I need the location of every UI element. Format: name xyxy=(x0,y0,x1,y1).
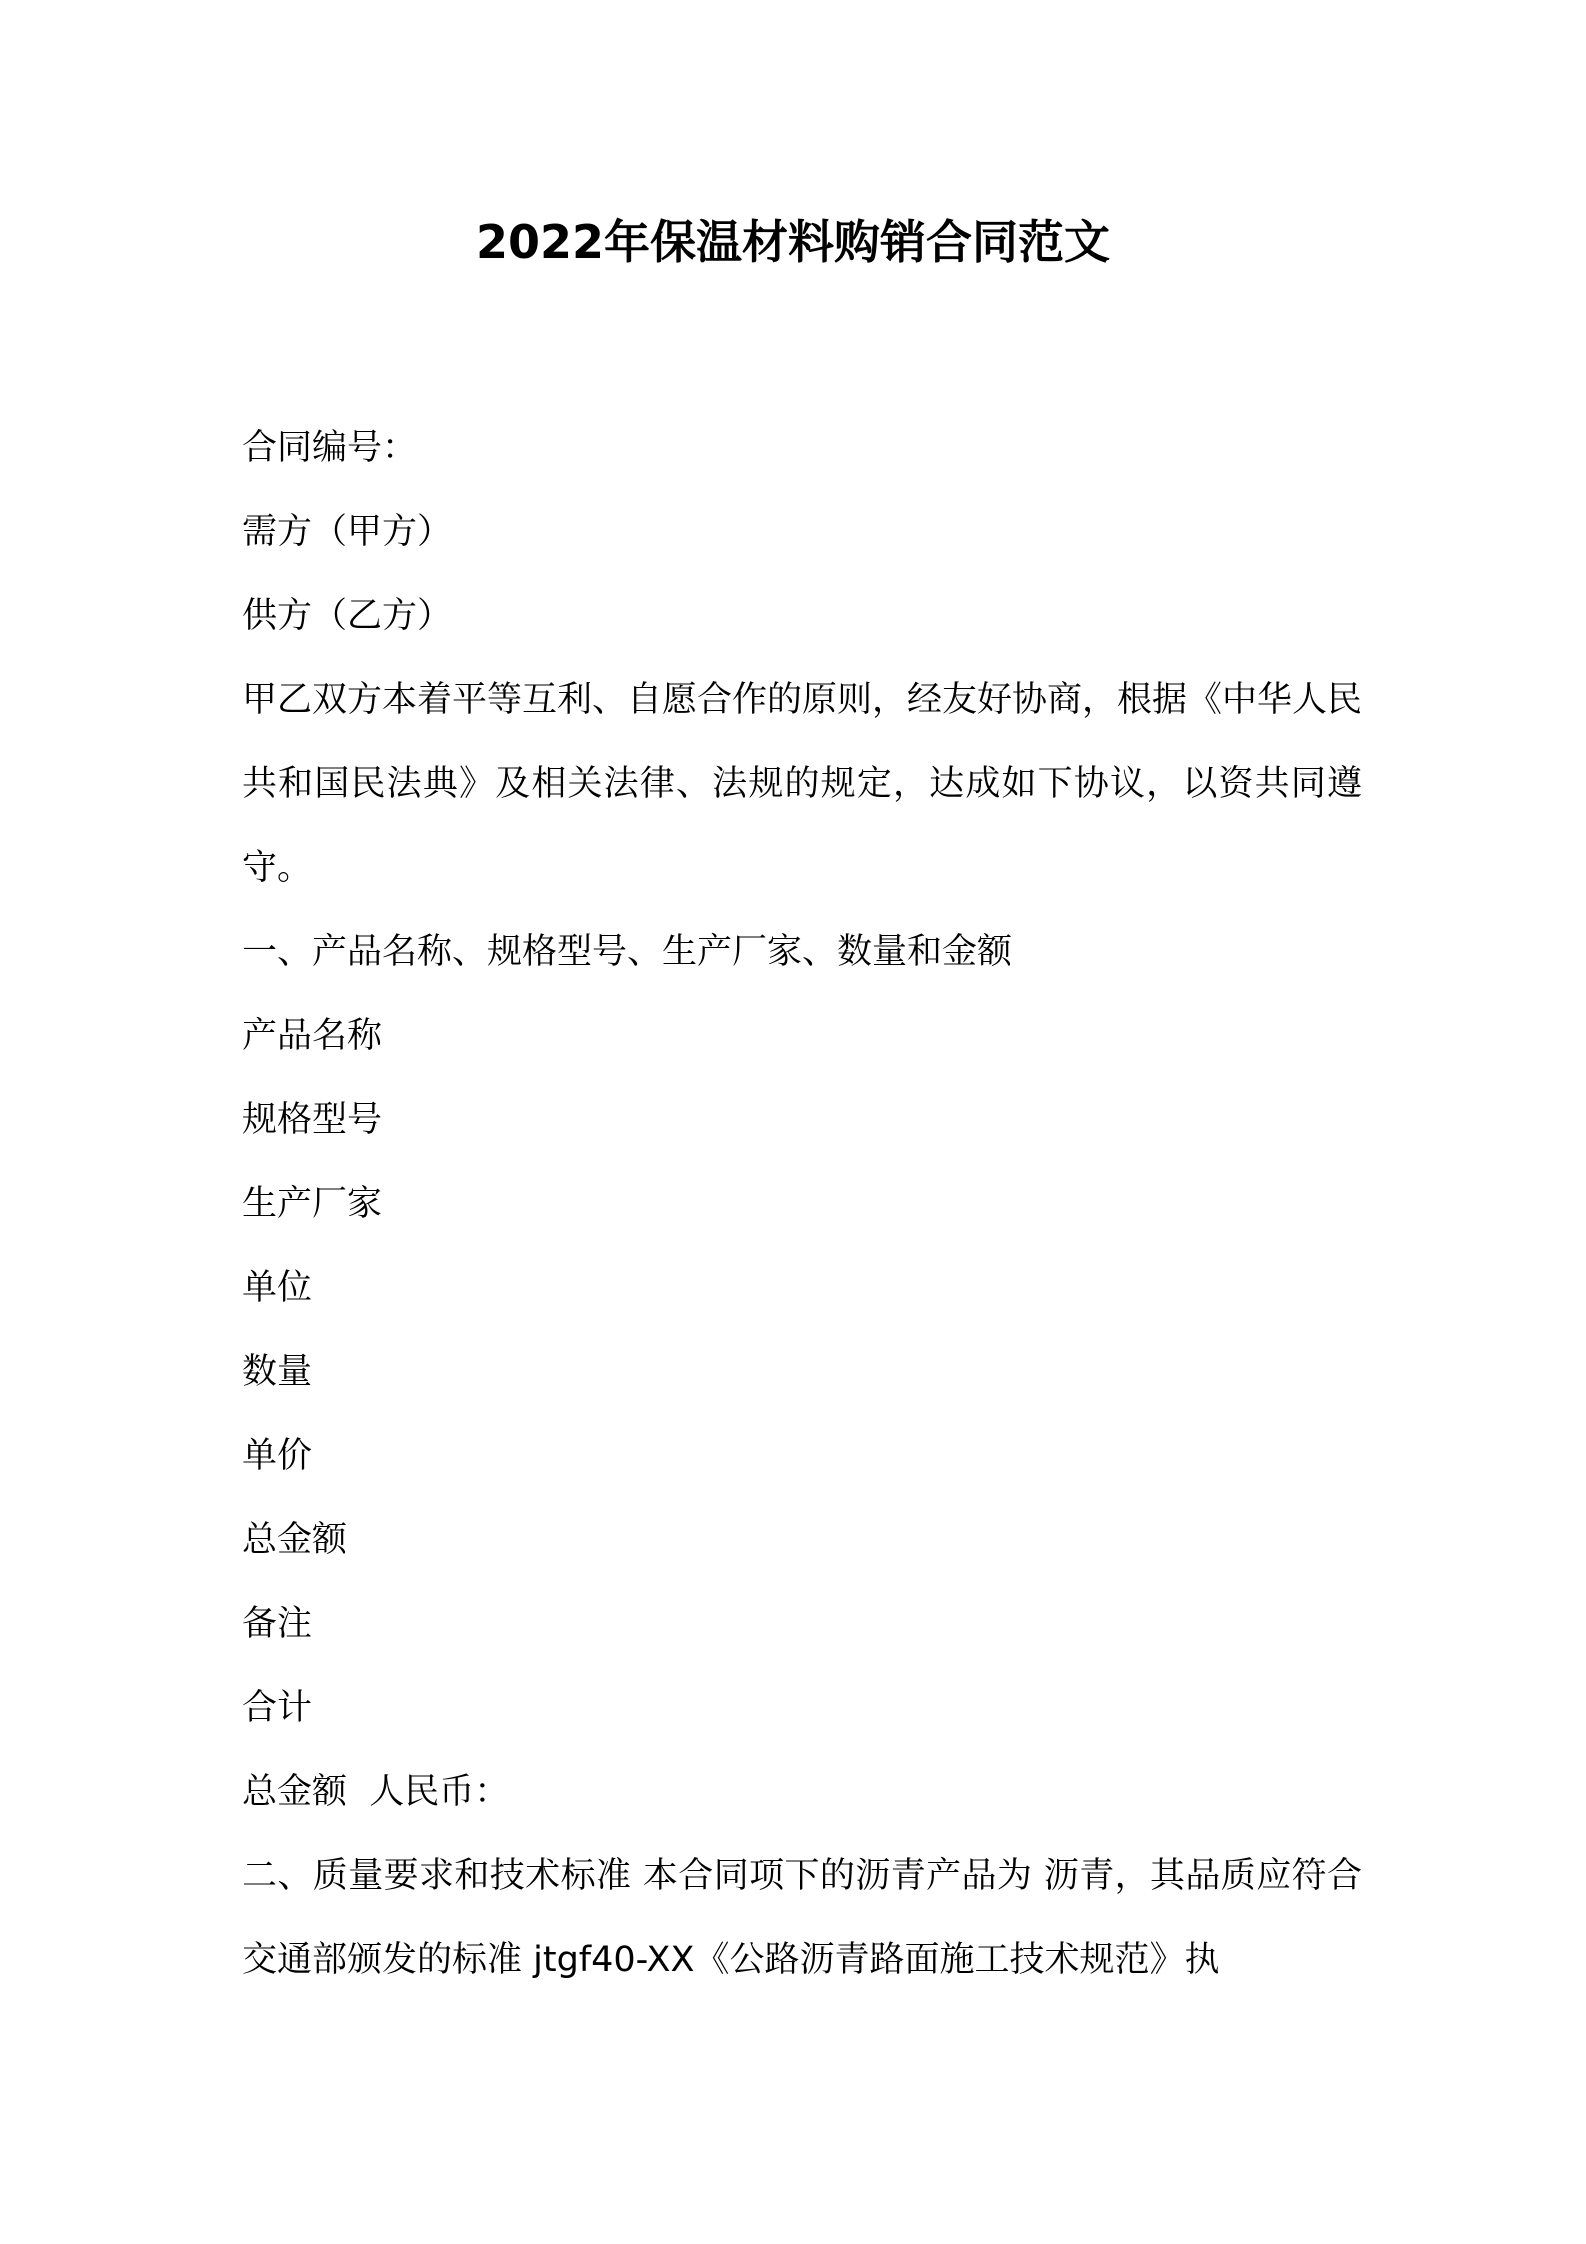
contract-number-label: 合同编号： xyxy=(242,428,418,468)
field-sum: 合计 xyxy=(242,1688,313,1728)
section-2-paragraph: 二、质量要求和技术标准 本合同项下的沥青产品为 沥青，其品质应符合交通部颁发的标准 jtgf40-XX《公路沥青路面施工技术规范》执 xyxy=(242,1856,1362,1980)
field-unit-price: 单价 xyxy=(242,1436,313,1476)
buyer-label: 需方（甲方） xyxy=(242,512,453,552)
field-total-amount: 总金额 xyxy=(242,1520,348,1560)
document-body xyxy=(242,406,1362,2002)
section-1-heading: 一、产品名称、规格型号、生产厂家、数量和金额 xyxy=(242,932,1013,972)
field-remarks: 备注 xyxy=(242,1604,313,1644)
preamble-paragraph: 甲乙双方本着平等互利、自愿合作的原则，经友好协商，根据《中华人民共和国民法典》及相关法律、法规的规定，达成如下协议，以资共同遵守。 xyxy=(242,680,1363,888)
document-title: 2022年保温材料购销合同范文 xyxy=(475,215,1111,269)
field-quantity: 数量 xyxy=(242,1352,313,1392)
field-unit: 单位 xyxy=(242,1268,313,1308)
field-spec-model: 规格型号 xyxy=(242,1100,383,1140)
field-manufacturer: 生产厂家 xyxy=(242,1184,383,1224)
field-product-name: 产品名称 xyxy=(242,1016,383,1056)
supplier-label: 供方（乙方） xyxy=(242,596,453,636)
total-amount-rmb: 总金额 人民币： xyxy=(242,1772,510,1812)
